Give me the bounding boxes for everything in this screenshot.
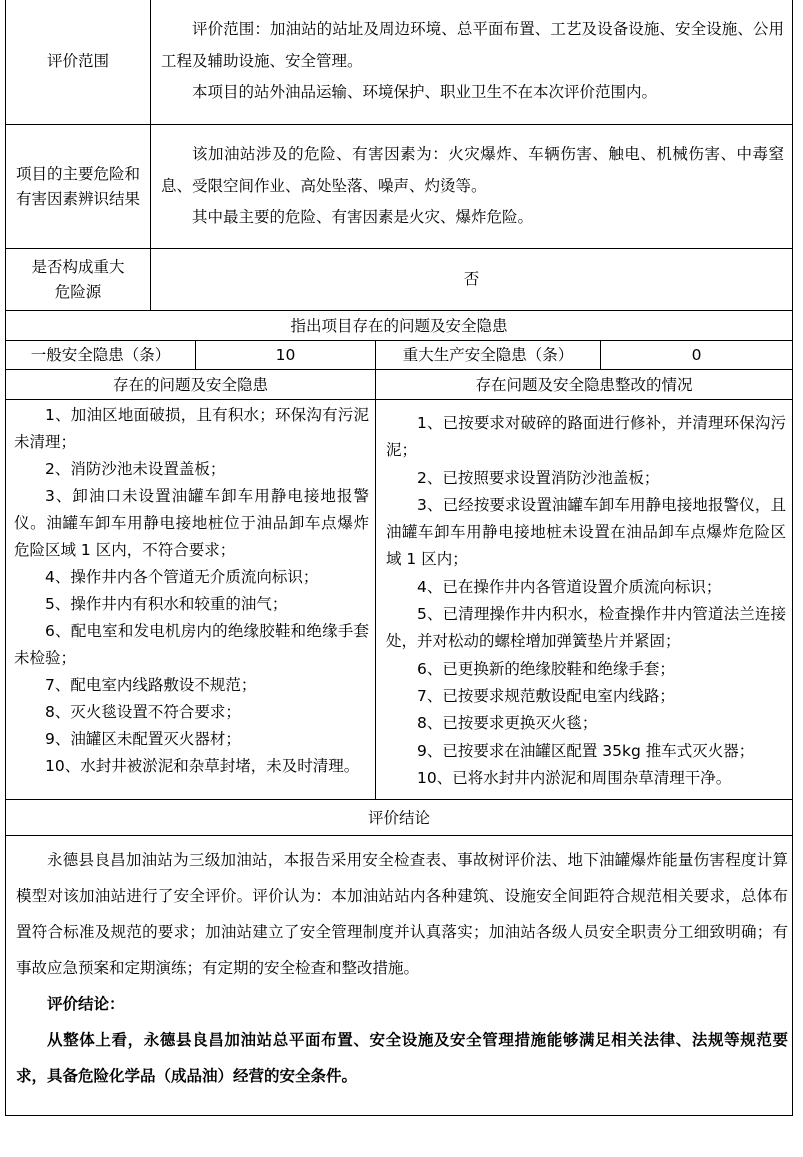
issues-lists-row bbox=[6, 400, 793, 800]
issue-item: 4、操作井内各个管道无介质流向标识； bbox=[45, 568, 319, 586]
hazards-label: 项目的主要危险和有害因素辨识结果 bbox=[6, 125, 151, 249]
general-hazard-count-value: 10 bbox=[196, 341, 376, 370]
rectification-item: 10、已将水封井内淤泥和周围杂草清理干净。 bbox=[417, 768, 732, 787]
scope-row bbox=[6, 0, 793, 125]
issue-item: 2、消防沙池未设置盖板； bbox=[45, 460, 226, 478]
hazards-paragraph: 该加油站涉及的危险、有害因素为：火灾爆炸、车辆伤害、触电、机械伤害、中毒窒息、受限空间作业、高处坠落、噪声、灼烫等。 bbox=[161, 145, 785, 195]
issue-item: 6、配电室和发电机房内的绝缘胶鞋和绝缘手套未检验； bbox=[14, 622, 369, 667]
major-hazard-value: 否 bbox=[151, 249, 793, 311]
conclusion-row bbox=[6, 836, 793, 1116]
columns-header-row bbox=[6, 370, 793, 400]
scope-content bbox=[151, 0, 793, 125]
issue-item: 7、配电室内线路敷设不规范； bbox=[45, 676, 257, 694]
rectification-item: 8、已按要求更换灭火毯； bbox=[417, 714, 598, 733]
general-hazard-count-label: 一般安全隐患（条） bbox=[6, 341, 196, 370]
conclusion-content bbox=[6, 836, 793, 1116]
rectification-item: 4、已在操作井内各管道设置介质流向标识； bbox=[417, 577, 722, 596]
rectification-item: 6、已更换新的绝缘胶鞋和绝缘手套； bbox=[417, 659, 675, 678]
hazards-content bbox=[151, 125, 793, 249]
conclusion-header: 评价结论 bbox=[6, 800, 793, 836]
conclusion-header-row bbox=[6, 800, 793, 836]
counts-row bbox=[6, 341, 793, 370]
issue-item: 8、灭火毯设置不符合要求； bbox=[45, 703, 241, 721]
conclusion-final-label: 评价结论： bbox=[47, 995, 125, 1013]
rectification-item: 5、已清理操作井内积水，检查操作井内管道法兰连接处，并对松动的螺栓增加弹簧垫片并紧固； bbox=[386, 605, 787, 651]
issue-item: 9、油罐区未配置灭火器材； bbox=[45, 730, 241, 748]
issue-item: 10、水封井被淤泥和杂草封堵，未及时清理。 bbox=[45, 757, 360, 775]
rectifications-column-header: 存在问题及安全隐患整改的情况 bbox=[376, 370, 793, 400]
major-hazard-count-value: 0 bbox=[601, 341, 793, 370]
rectification-item: 9、已按要求在油罐区配置 35kg 推车式灭火器； bbox=[417, 741, 755, 760]
evaluation-summary-table bbox=[5, 0, 793, 1116]
scope-paragraph: 本项目的站外油品运输、环境保护、职业卫生不在本次评价范围内。 bbox=[192, 83, 658, 102]
issues-header-row bbox=[6, 311, 793, 341]
conclusion-final-text: 从整体上看，永德县良昌加油站总平面布置、安全设施及安全管理措施能够满足相关法律、法规等规范要求，具备危险化学品（成品油）经营的安全条件。 bbox=[16, 1031, 789, 1085]
hazards-row bbox=[6, 125, 793, 249]
major-hazard-count-label: 重大生产安全隐患（条） bbox=[376, 341, 601, 370]
issues-list bbox=[6, 400, 376, 800]
evaluation-report-page bbox=[5, 0, 792, 1116]
major-hazard-label: 是否构成重大危险源 bbox=[6, 249, 151, 311]
conclusion-body: 永德县良昌加油站为三级加油站，本报告采用安全检查表、事故树评价法、地下油罐爆炸能量伤害程度计算模型对该加油站进行了安全评价。评价认为：本加油站站内各种建筑、设施安全间距符合规范相关要求，总体布置符合标准及规范的要求；加油站建立了安全管理制度并认真落实；加油站各级人员安全职责分工细致明确；有事故应急预案和定期演练；有定期的安全检查和整改措施。 bbox=[16, 851, 789, 977]
issues-header: 指出项目存在的问题及安全隐患 bbox=[6, 311, 793, 341]
hazards-paragraph: 其中最主要的危险、有害因素是火灾、爆炸危险。 bbox=[192, 208, 534, 227]
issues-column-header: 存在的问题及安全隐患 bbox=[6, 370, 376, 400]
rectification-item: 1、已按要求对破碎的路面进行修补，并清理环保沟污泥； bbox=[386, 414, 787, 460]
major-hazard-row bbox=[6, 249, 793, 311]
scope-label: 评价范围 bbox=[6, 0, 151, 125]
rectifications-list bbox=[376, 400, 793, 800]
rectification-item: 2、已按照要求设置消防沙池盖板； bbox=[417, 468, 660, 487]
rectification-item: 7、已按要求规范敷设配电室内线路； bbox=[417, 686, 675, 705]
issue-item: 1、加油区地面破损，且有积水；环保沟有污泥未清理； bbox=[14, 406, 369, 451]
scope-paragraph: 评价范围：加油站的站址及周边环境、总平面布置、工艺及设备设施、安全设施、公用工程及辅助设施、安全管理。 bbox=[161, 20, 785, 70]
issue-item: 5、操作井内有积水和较重的油气； bbox=[45, 595, 288, 613]
rectification-item: 3、已经按要求设置油罐车卸车用静电接地报警仪，且油罐车卸车用静电接地桩未设置在油品卸车点爆炸危险区域 1 区内； bbox=[386, 495, 787, 569]
issue-item: 3、卸油口未设置油罐车卸车用静电接地报警仪。油罐车卸车用静电接地桩位于油品卸车点爆炸危险区域 1 区内，不符合要求； bbox=[14, 487, 369, 559]
